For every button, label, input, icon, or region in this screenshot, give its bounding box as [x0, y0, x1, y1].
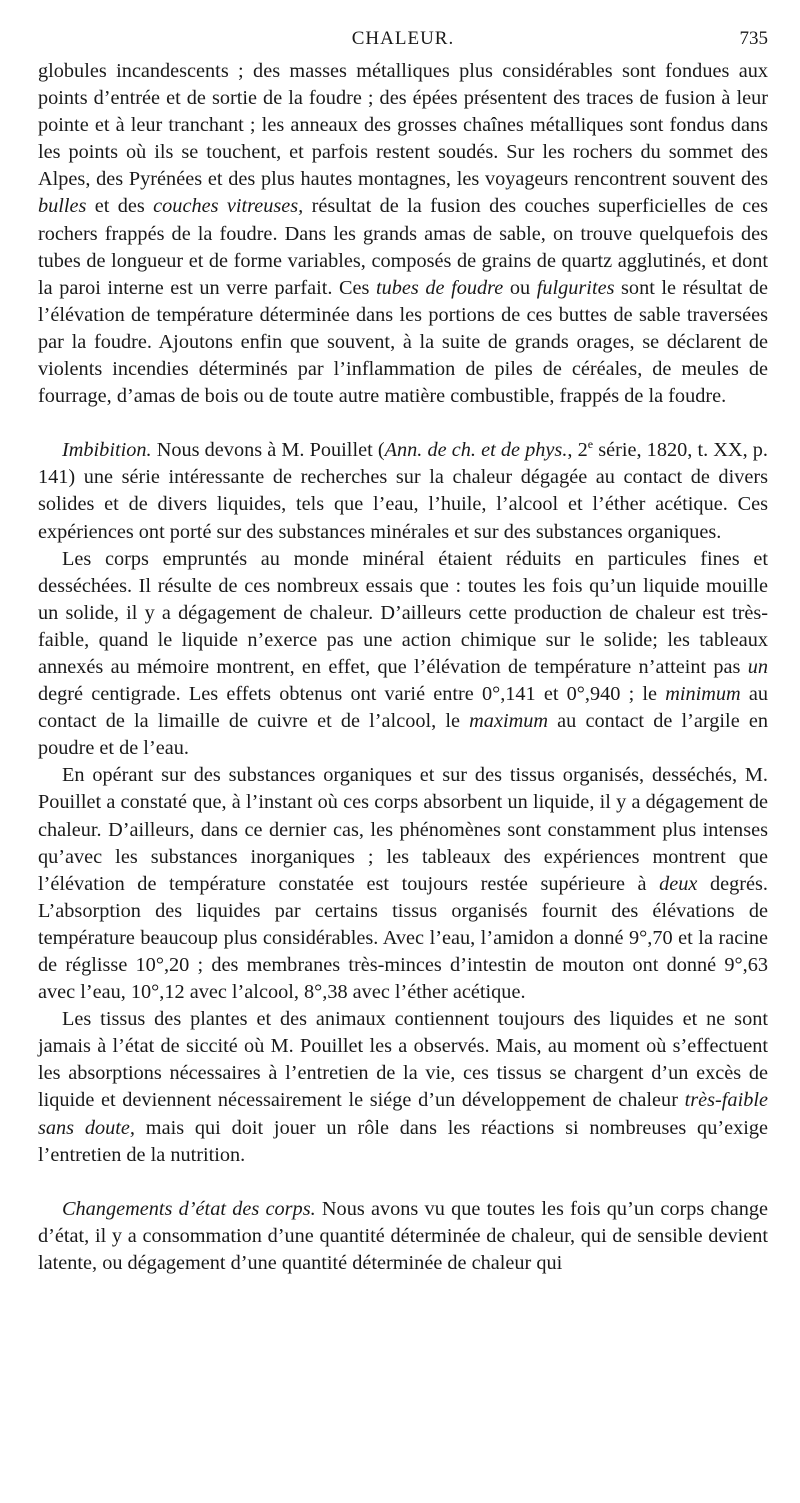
text-run: résultat de la fusion des couches superficielles de ces rochers frappés de la foudre. Dans les grands amas de sable, on trouve quelquefois des tubes de longueur et de forme variables, composés de grains de quartz agglutinés, et dont la paroi interne est un verre parfait. Ces	[38, 195, 768, 299]
text-run: série, 1820, t. XX, p. 141) une série intéressante de recherches sur la chaleur dégagée au contact de divers solides et de divers liquides, tels que l’eau, l’huile, l’alcool et l’éther acétique. Ces expériences ont porté sur des substances minérales et sur des substances organiques.	[38, 439, 768, 543]
page-header	[38, 28, 768, 58]
text-run: au contact de la limaille de cuivre et de l’alcool, le	[38, 683, 768, 733]
page-body	[38, 58, 768, 1277]
text-run: En opérant sur des substances organiques et sur des tissus organisés, desséchés, M. Pouillet a constaté que, à l’instant où ces corps absorbent un liquide, il y a dégagement de chaleur. D’ailleurs, dans ce dernier cas, les phénomènes sont constamment plus intenses qu’avec les substances inorganiques ; les tableaux des expériences montrent que l’élévation de température constatée est toujours restée supérieure à	[38, 764, 768, 895]
text-run: Les corps empruntés au monde minéral étaient réduits en particules fines et desséchées. Il résulte de ces nombreux essais que : toutes les fois qu’un liquide mouille un solide, il y a dégagement de chaleur. D’ailleurs cette production de chaleur est très-faible, quand le liquide n’exerce pas une action chimique sur le solide; les tableaux annexés au mémoire montrent, en effet, que l’élévation de température n’atteint pas	[38, 547, 768, 678]
text-run: , 2	[567, 439, 588, 462]
italic-run: un	[747, 655, 768, 678]
italic-run: fulgurites	[536, 276, 615, 299]
section-heading: Changements d’état des corps.	[62, 1197, 316, 1220]
paragraph-mineral	[38, 546, 768, 763]
text-run: ou	[503, 276, 537, 299]
italic-run: bulles	[38, 195, 87, 218]
paragraph-imbibition	[38, 437, 768, 545]
text-run: au contact de l’argile en poudre et de l’eau.	[38, 710, 768, 760]
text-run: Nous avons vu que toutes les fois qu’un corps change d’état, il y a consommation d’une quantité déterminée de chaleur, qui de sensible devient latente, ou dégagement d’une quantité déterminée de chaleur qui	[38, 1197, 768, 1274]
italic-run: deux	[659, 872, 698, 895]
text-run: sont le résultat de l’élévation de température déterminée dans les portions de ces buttes de sable traversées par la foudre. Ajoutons enfin que souvent, à la suite de grands orages, se déclarent de violents incendies déterminés par l’inflammation de piles de céréales, de meules de fourrage, d’amas de bois ou de toute autre matière combustible, frappés de la foudre.	[38, 276, 769, 408]
text-run: degré centigrade. Les effets obtenus ont varié entre 0°,141 et 0°,940 ; le	[38, 683, 666, 706]
text-run: degrés. L’absorption des liquides par certains tissus organisés fournit des élévations de température beaucoup plus considérables. Avec l’eau, l’amidon a donné 9°,70 et la racine de réglisse 10°,20 ; des membranes très-minces d’intestin de mouton ont donné 9°,63 avec l’eau, 10°,12 avec l’alcool, 8°,38 avec l’éther acétique.	[38, 872, 769, 1004]
italic-run: maximum	[469, 710, 549, 733]
text-run: Les tissus des plantes et des animaux contiennent toujours des liquides et ne sont jamais à l’état de siccité où M. Pouillet les a observés. Mais, au moment où s’effectuent les absorptions nécessaires à l’entretien de la vie, ces tissus se chargent d’un excès de liquide et deviennent nécessairement le siége d’un développement de chaleur	[38, 1008, 768, 1112]
text-run: globules incandescents ; des masses métalliques plus considérables sont fondues aux points d’entrée et de sortie de la foudre ; des épées présentent des traces de fusion à leur pointe et à leur tranchant ; les anneaux des grosses chaînes métalliques sont fondus dans les points où ils se touchent, et parfois restent soudés. Sur les rochers du sommet des Alpes, des Pyrénées et des plus hautes montagnes, les voyageurs rencontrent souvent des	[38, 60, 768, 191]
text-run: mais qui doit jouer un rôle dans les réactions si nombreuses qu’exige l’entretien de la nutrition.	[38, 1116, 769, 1166]
text-run: et des	[86, 195, 154, 218]
citation-journal: Ann. de ch. et de phys.	[384, 439, 568, 462]
running-title: CHALEUR.	[351, 28, 455, 49]
paragraph-tissues	[38, 1006, 768, 1169]
page-number: 735	[739, 28, 768, 49]
paragraph-fulgurites	[38, 58, 768, 410]
section-heading: Imbibition.	[62, 439, 152, 462]
italic-run: minimum	[665, 683, 741, 706]
paragraph-changements-etat	[38, 1196, 768, 1277]
paragraph-organic	[38, 762, 768, 1006]
italic-run: tubes de foudre	[376, 276, 504, 299]
italic-run: très-faible sans doute,	[38, 1089, 768, 1139]
italic-run: couches vitreuses,	[153, 195, 304, 218]
text-run: Nous devons à M. Pouillet (	[151, 439, 385, 462]
superscript: e	[587, 437, 594, 452]
